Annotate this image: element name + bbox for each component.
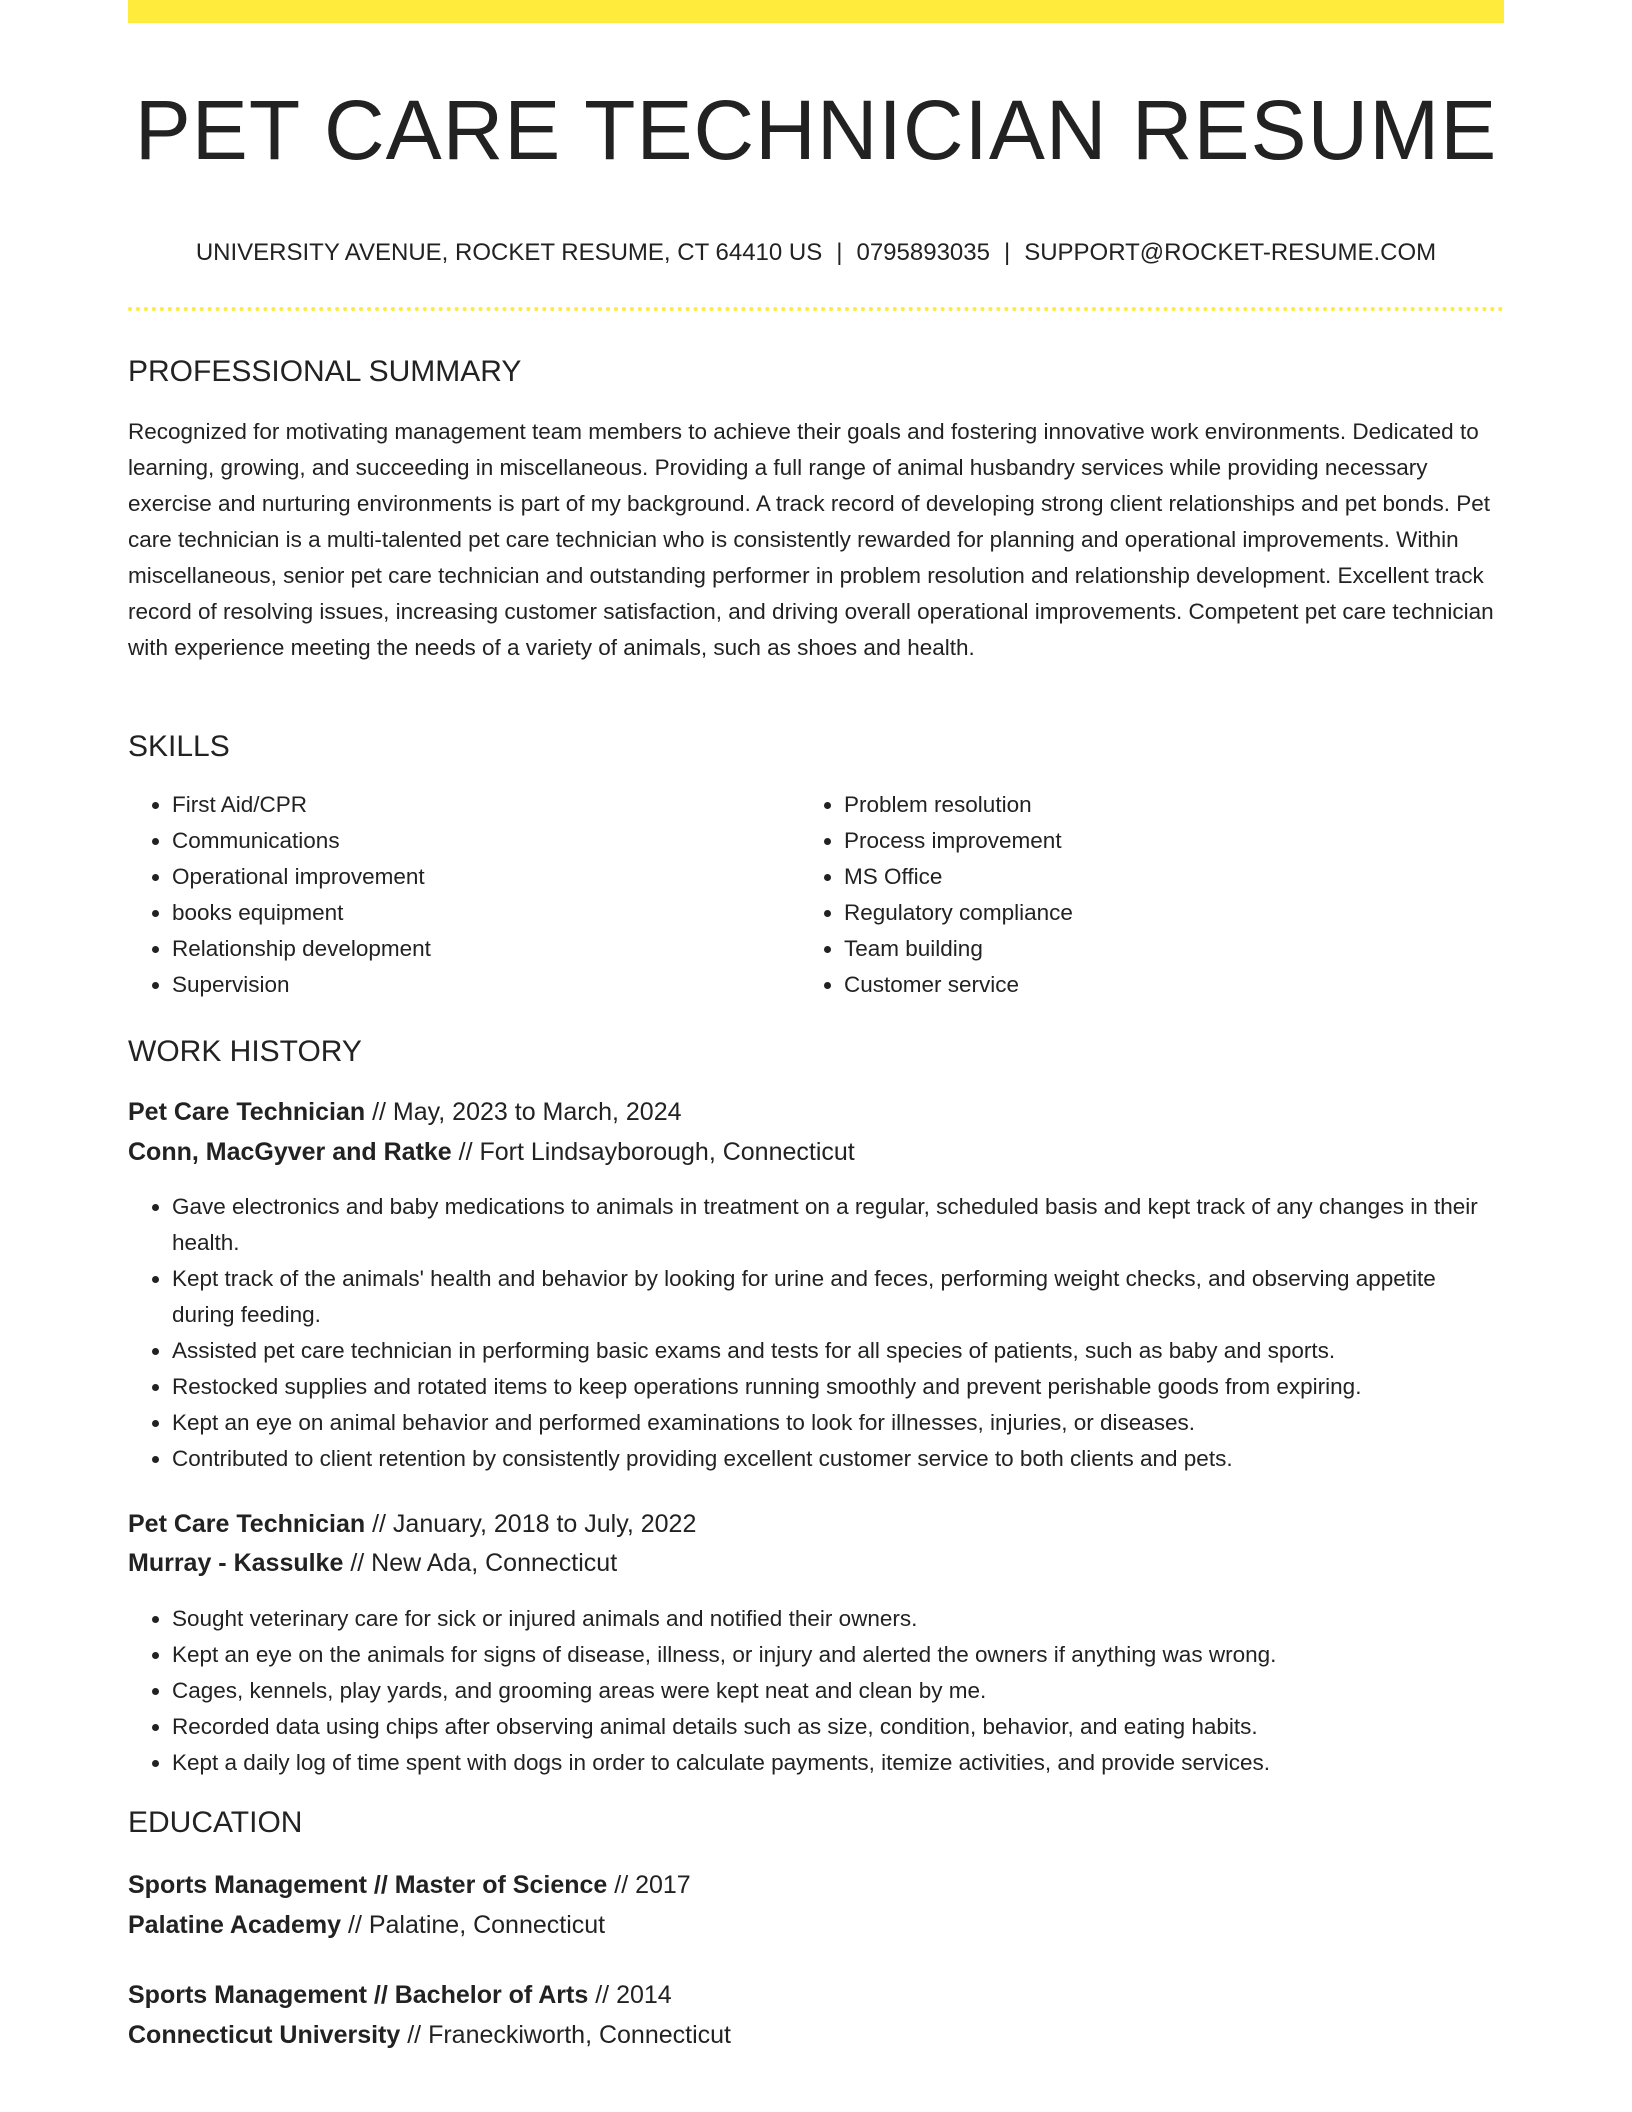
- skill-item: • First Aid/CPR: [172, 787, 796, 823]
- education-school: Palatine Academy: [128, 1911, 342, 1939]
- job-company-line: [128, 1133, 855, 1171]
- education-heading: EDUCATION: [128, 1806, 303, 1839]
- education-location: // Palatine, Connecticut: [348, 1911, 606, 1939]
- job-title-line: [128, 1093, 682, 1131]
- contact-address: UNIVERSITY AVENUE, ROCKET RESUME, CT 64410 US: [195, 239, 823, 266]
- contact-line: [128, 237, 1504, 269]
- education-school-line: [128, 2016, 731, 2054]
- skills-list-left: [128, 787, 796, 1003]
- skill-item: • Relationship development: [172, 931, 796, 967]
- job-company: Conn, MacGyver and Ratke: [128, 1138, 452, 1166]
- job-bullet: • Kept an eye on the animals for signs of disease, illness, or injury and alerted the owners if anything was wrong.: [172, 1637, 1504, 1673]
- job-dates: // January, 2018 to July, 2022: [372, 1510, 697, 1538]
- job-company: Murray - Kassulke: [128, 1549, 344, 1577]
- skill-item: • Team building: [844, 931, 1504, 967]
- resume-title: PET CARE TECHNICIAN RESUME: [134, 83, 1498, 177]
- job-title-line: [128, 1505, 696, 1543]
- job-bullet: • Sought veterinary care for sick or injured animals and notified their owners.: [172, 1601, 1504, 1637]
- job-bullets: [128, 1601, 1504, 1781]
- job-bullet: • Kept track of the animals' health and behavior by looking for urine and feces, performing weight checks, and observing appetite during feeding.: [172, 1261, 1504, 1333]
- education-school-line: [128, 1906, 605, 1944]
- summary-heading: PROFESSIONAL SUMMARY: [128, 355, 522, 388]
- job-bullets: [128, 1189, 1504, 1477]
- job-bullet: • Contributed to client retention by consistently providing excellent customer service to both clients and pets.: [172, 1441, 1504, 1477]
- job-location: // Fort Lindsayborough, Connecticut: [458, 1138, 855, 1166]
- job-title: Pet Care Technician: [128, 1098, 366, 1126]
- job-company-line: [128, 1544, 617, 1582]
- contact-separator: |: [1003, 239, 1011, 266]
- education-location: // Franeckiworth, Connecticut: [407, 2021, 731, 2049]
- job-bullet: • Kept an eye on animal behavior and performed examinations to look for illnesses, injuries, or diseases.: [172, 1405, 1504, 1441]
- skill-item: • Communications: [172, 823, 796, 859]
- skill-item: • MS Office: [844, 859, 1504, 895]
- education-year: // 2017: [614, 1871, 691, 1899]
- skill-item: • Supervision: [172, 967, 796, 1003]
- job-bullet: • Restocked supplies and rotated items to keep operations running smoothly and prevent perishable goods from expiring.: [172, 1369, 1504, 1405]
- education-degree: Sports Management // Bachelor of Arts: [128, 1981, 589, 2009]
- education-degree: Sports Management // Master of Science: [128, 1871, 608, 1899]
- education-year: // 2014: [595, 1981, 672, 2009]
- skill-item: • books equipment: [172, 895, 796, 931]
- contact-email: SUPPORT@ROCKET-RESUME.COM: [1024, 239, 1437, 266]
- job-dates: // May, 2023 to March, 2024: [372, 1098, 682, 1126]
- job-location: // New Ada, Connecticut: [350, 1549, 618, 1577]
- skill-item: • Operational improvement: [172, 859, 796, 895]
- contact-separator: |: [836, 239, 843, 266]
- education-degree-line: [128, 1976, 672, 2014]
- contact-phone: 0795893035: [856, 239, 990, 266]
- skills-list-right: [800, 787, 1504, 1003]
- job-bullet: • Recorded data using chips after observing animal details such as size, condition, behavior, and eating habits.: [172, 1709, 1504, 1745]
- job-bullet: • Gave electronics and baby medications to animals in treatment on a regular, scheduled basis and kept track of any changes in their health.: [172, 1189, 1504, 1261]
- skill-item: • Regulatory compliance: [844, 895, 1504, 931]
- job-bullet: • Kept a daily log of time spent with dogs in order to calculate payments, itemize activities, and provide services.: [172, 1745, 1504, 1781]
- job-bullet: • Assisted pet care technician in performing basic exams and tests for all species of patients, such as baby and sports.: [172, 1333, 1504, 1369]
- skill-item: • Problem resolution: [844, 787, 1504, 823]
- job-title: Pet Care Technician: [128, 1510, 366, 1538]
- summary-text: Recognized for motivating management team members to achieve their goals and fostering innovative work environments. Dedicated to learning, growing, and succeeding in miscellaneous. Providing a full range of animal husbandry services while providing necessary exercise and nurturing environments is part of my background. A track record of developing strong client relationships and pet bonds. Pet care technician is a multi-talented pet care technician who is consistently rewarded for planning and operational improvements. Within miscellaneous, senior pet care technician and outstanding performer in problem resolution and relationship development. Excellent track record of resolving issues, increasing customer satisfaction, and driving overall operational improvements. Competent pet care technician with experience meeting the needs of a variety of animals, such as shoes and health.: [128, 419, 1494, 660]
- skill-item: • Customer service: [844, 967, 1504, 1003]
- top-accent-bar: [128, 0, 1504, 23]
- education-degree-line: [128, 1866, 691, 1904]
- work-history-heading: WORK HISTORY: [128, 1035, 362, 1068]
- header-divider: [128, 307, 1504, 311]
- education-school: Connecticut University: [128, 2021, 401, 2049]
- skill-item: • Process improvement: [844, 823, 1504, 859]
- skills-heading: SKILLS: [128, 730, 230, 763]
- job-bullet: • Cages, kennels, play yards, and grooming areas were kept neat and clean by me.: [172, 1673, 1504, 1709]
